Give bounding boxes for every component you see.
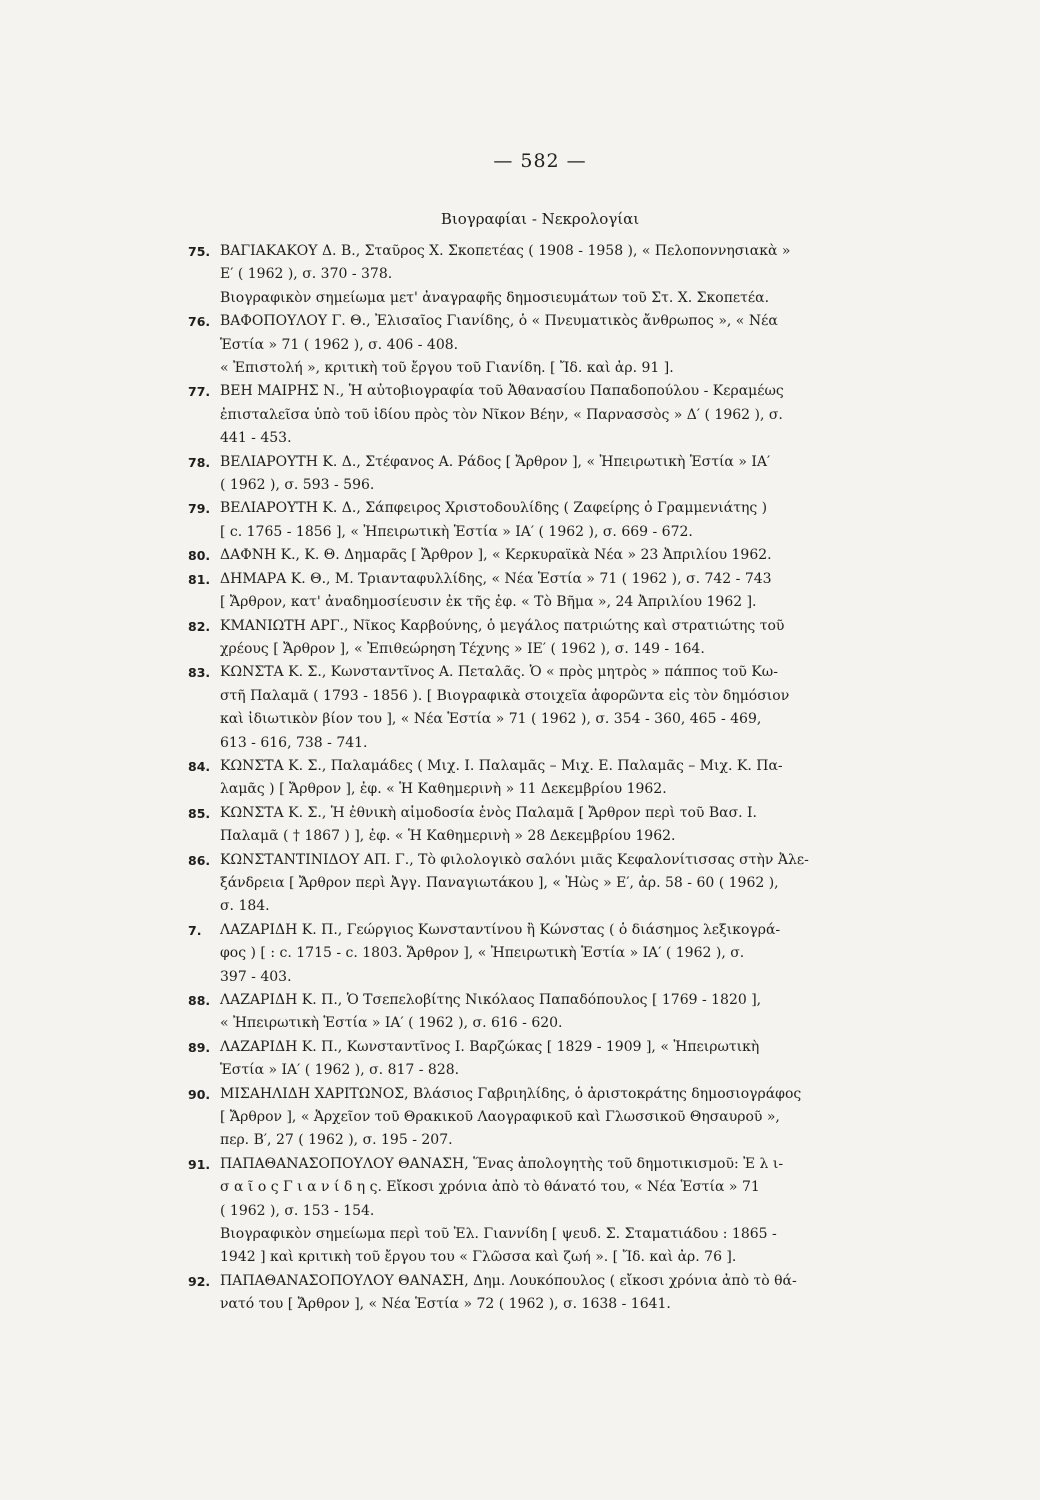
- entry-text-line: ΚΩΝΣΤΑ Κ. Σ., Ἡ ἐθνικὴ αἱμοδοσία ἑνὸς Παλαμᾶ [ Ἄρθρον περὶ τοῦ Βασ. Ι.: [220, 804, 758, 821]
- entry-number: 76.: [188, 314, 211, 330]
- entry-text-line: ΒΕΗ ΜΑΙΡΗΣ Ν., Ἡ αὐτοβιογραφία τοῦ Ἀθανασίου Παπαδοπούλου - Κεραμέως: [220, 383, 784, 400]
- entry-text-line: περ. Β′, 27 ( 1962 ), σ. 195 - 207.: [220, 1132, 453, 1149]
- bibliography-entry: [190, 380, 910, 450]
- entry-text-line: ΒΕΛΙΑΡΟΥΤΗ Κ. Δ., Στέφανος Α. Ράδος [ Ἄρθρον ], « Ἠπειρωτικὴ Ἑστία » ΙΑ′: [220, 453, 771, 470]
- bibliography-list: [190, 240, 910, 1317]
- bibliography-entry: [190, 1270, 910, 1317]
- entry-number: 84.: [188, 758, 211, 774]
- bibliography-entry: [190, 849, 910, 919]
- entry-text-line: ΔΗΜΑΡΑ Κ. Θ., Μ. Τριανταφυλλίδης, « Νέα Ἑστία » 71 ( 1962 ), σ. 742 - 743: [220, 570, 772, 587]
- entry-number: 83.: [188, 665, 211, 681]
- bibliography-entry: [190, 497, 910, 544]
- bibliography-entry: [190, 919, 910, 989]
- entry-text-line: ΜΙΣΑΗΛΙΔΗ ΧΑΡΙΤΩΝΟΣ, Βλάσιος Γαβριηλίδης, ὁ ἀριστοκράτης δημοσιογράφος: [220, 1085, 802, 1102]
- entry-text-line: [ Ἄρθρον, κατ' ἀναδημοσίευσιν ἐκ τῆς ἐφ. « Τὸ Βῆμα », 24 Ἀπριλίου 1962 ].: [220, 594, 757, 611]
- bibliography-entry: [190, 544, 910, 567]
- entry-number: 75.: [188, 244, 211, 259]
- bibliography-entry: [190, 310, 910, 380]
- entry-text-line: [ c. 1765 - 1856 ], « Ἠπειρωτικὴ Ἑστία » ΙΑ′ ( 1962 ), σ. 669 - 672.: [220, 523, 693, 540]
- bibliography-entry: [190, 802, 910, 849]
- entry-number: 86.: [188, 852, 211, 868]
- bibliography-entry: [190, 240, 910, 310]
- entry-number: 85.: [188, 805, 211, 821]
- bibliography-entry: [190, 451, 910, 498]
- entry-text-line: 397 - 403.: [220, 968, 292, 985]
- bibliography-entry: [190, 1083, 910, 1153]
- bibliography-entry: [190, 661, 910, 755]
- entry-text-line: φος ) [ : c. 1715 - c. 1803. Ἄρθρον ], « Ἠπειρωτικὴ Ἑστία » ΙΑ′ ( 1962 ), σ.: [220, 945, 745, 962]
- entry-text-line: ΒΕΛΙΑΡΟΥΤΗ Κ. Δ., Σάπφειρος Χριστοδουλίδης ( Ζαφείρης ὁ Γραμμενιάτης ): [220, 500, 768, 517]
- entry-text-line: ( 1962 ), σ. 593 - 596.: [220, 477, 375, 494]
- entry-text-line: ΔΑΦΝΗ Κ., Κ. Θ. Δημαρᾶς [ Ἄρθρον ], « Κερκυραϊκὰ Νέα » 23 Ἀπριλίου 1962.: [220, 547, 772, 564]
- entry-text-line: ΚΩΝΣΤΑ Κ. Σ., Κωνσταντῖνος Α. Πεταλᾶς. Ὁ « πρὸς μητρὸς » πάππος τοῦ Κω-: [220, 664, 778, 681]
- entry-text-line: ΠΑΠΑΘΑΝΑΣΟΠΟΥΛΟΥ ΘΑΝΑΣΗ, Δημ. Λουκόπουλος ( εἴκοσι χρόνια ἀπὸ τὸ θά-: [220, 1272, 797, 1289]
- entry-number: 90.: [188, 1086, 211, 1102]
- section-title: Βιογραφίαι - Νεκρολογίαι: [440, 210, 640, 228]
- entry-text-line: 1942 ] καὶ κριτικὴ τοῦ ἔργου του « Γλῶσσα καὶ ζωή ». [ Ἴδ. καὶ ἀρ. 76 ].: [220, 1249, 737, 1266]
- entry-number: 78.: [188, 454, 211, 470]
- bibliography-entry: [190, 568, 910, 615]
- page-number: — 582 —: [493, 150, 587, 172]
- entry-text-line: ΠΑΠΑΘΑΝΑΣΟΠΟΥΛΟΥ ΘΑΝΑΣΗ, Ἕνας ἀπολογητὴς τοῦ δημοτικισμοῦ: Ἐ λ ι-: [220, 1155, 784, 1172]
- entry-number: 88.: [188, 993, 211, 1008]
- entry-text-line: στῆ Παλαμᾶ ( 1793 - 1856 ). [ Βιογραφικὰ στοιχεῖα ἀφορῶντα εἰς τὸν δημόσιον: [220, 687, 790, 704]
- entry-number: 7.: [188, 922, 202, 938]
- entry-text-line: ΛΑΖΑΡΙΔΗ Κ. Π., Ὁ Τσεπελοβίτης Νικόλαος Παπαδόπουλος [ 1769 - 1820 ],: [220, 992, 762, 1008]
- entry-text-line: νατό του [ Ἄρθρον ], « Νέα Ἑστία » 72 ( 1962 ), σ. 1638 - 1641.: [220, 1296, 671, 1313]
- bibliography-entry: [190, 755, 910, 802]
- entry-text-line: Ἑστία » 71 ( 1962 ), σ. 406 - 408.: [220, 336, 459, 353]
- entry-text-line: ΚΩΝΣΤΑ Κ. Σ., Παλαμάδες ( Μιχ. Ι. Παλαμᾶς – Μιχ. Ε. Παλαμᾶς – Μιχ. Κ. Πα-: [220, 757, 783, 774]
- entry-text-line: Ἑστία » ΙΑ′ ( 1962 ), σ. 817 - 828.: [220, 1062, 460, 1079]
- bibliography-entry: [190, 989, 910, 1036]
- entry-number: 77.: [188, 384, 211, 400]
- entry-text-line: ΛΑΖΑΡΙΔΗ Κ. Π., Κωνσταντῖνος Ι. Βαρζώκας [ 1829 - 1909 ], « Ἠπειρωτικὴ: [220, 1038, 760, 1055]
- entry-text-line: [ Ἄρθρον ], « Ἀρχεῖον τοῦ Θρακικοῦ Λαογραφικοῦ καὶ Γλωσσικοῦ Θησαυροῦ »,: [220, 1109, 780, 1126]
- entry-number: 91.: [188, 1156, 211, 1172]
- entry-text-line: Ε′ ( 1962 ), σ. 370 - 378.: [220, 266, 393, 283]
- entry-text-line: Βιογραφικὸν σημείωμα μετ' ἀναγραφῆς δημοσιευμάτων τοῦ Στ. Χ. Σκοπετέα.: [220, 289, 770, 306]
- entry-text-line: ΒΑΦΟΠΟΥΛΟΥ Γ. Θ., Ἐλισαῖος Γιανίδης, ὁ « Πνευματικὸς ἄνθρωπος », « Νέα: [220, 313, 778, 330]
- entry-text-line: 441 - 453.: [220, 430, 292, 447]
- entry-text-line: ΚΩΝΣΤΑΝΤΙΝΙΔΟΥ ΑΠ. Γ., Τὸ φιλολογικὸ σαλόνι μιᾶς Κεφαλονίτισσας στὴν Ἀλε-: [220, 851, 809, 868]
- entry-text-line: ( 1962 ), σ. 153 - 154.: [220, 1202, 375, 1219]
- entry-text-line: ΒΑΓΙΑΚΑΚΟΥ Δ. Β., Σταῦρος Χ. Σκοπετέας ( 1908 - 1958 ), « Πελοποννησιακὰ »: [220, 243, 791, 259]
- entry-text-line: ξάνδρεια [ Ἄρθρον περὶ Ἀγγ. Παναγιωτάκου ], « Ἠὼς » Ε′, ἀρ. 58 - 60 ( 1962 ),: [220, 874, 779, 891]
- entry-number: 89.: [188, 1039, 211, 1055]
- entry-text-line: ἐπισταλεῖσα ὑπὸ τοῦ ἰδίου πρὸς τὸν Νῖκον Βέην, « Παρνασσὸς » Δ′ ( 1962 ), σ.: [220, 406, 783, 423]
- entry-number: 81.: [188, 571, 211, 587]
- entry-text-line: σ α ῖ ο ς Γ ι α ν ί δ η ς. Εἴκοσι χρόνια ἀπὸ τὸ θάνατό του, « Νέα Ἑστία » 71: [220, 1179, 760, 1196]
- entry-number: 82.: [188, 618, 211, 634]
- entry-text-line: « Ἐπιστολή », κριτικὴ τοῦ ἔργου τοῦ Γιανίδη. [ Ἴδ. καὶ ἀρ. 91 ].: [220, 360, 674, 377]
- entry-text-line: λαμᾶς ) [ Ἄρθρον ], ἐφ. « Ἡ Καθημερινὴ » 11 Δεκεμβρίου 1962.: [220, 781, 667, 798]
- entry-text-line: καὶ ἰδιωτικὸν βίον του ], « Νέα Ἑστία » 71 ( 1962 ), σ. 354 - 360, 465 - 469,: [220, 711, 762, 728]
- bibliography-entry: [190, 1036, 910, 1083]
- entry-text-line: Βιογραφικὸν σημείωμα περὶ τοῦ Ἐλ. Γιαννίδη [ ψευδ. Σ. Σταματιάδου : 1865 -: [220, 1226, 777, 1243]
- entry-text-line: « Ἠπειρωτικὴ Ἑστία » ΙΑ′ ( 1962 ), σ. 616 - 620.: [220, 1015, 563, 1032]
- entry-number: 79.: [188, 501, 211, 517]
- entry-text-line: σ. 184.: [220, 898, 270, 915]
- bibliography-entry: [190, 1153, 910, 1270]
- entry-text-line: Παλαμᾶ ( † 1867 ) ], ἐφ. « Ἡ Καθημερινὴ » 28 Δεκεμβρίου 1962.: [220, 828, 676, 845]
- entry-text-line: χρέους [ Ἄρθρον ], « Ἐπιθεώρηση Τέχνης » ΙΕ′ ( 1962 ), σ. 149 - 164.: [220, 640, 705, 657]
- entry-text-line: ΚΜΑΝΙΩΤΗ ΑΡΓ., Νῖκος Καρβούνης, ὁ μεγάλος πατριώτης καὶ στρατιώτης τοῦ: [220, 617, 785, 634]
- bibliography-entry: [190, 615, 910, 662]
- entry-text-line: 613 - 616, 738 - 741.: [220, 734, 368, 751]
- entry-number: 92.: [188, 1273, 211, 1289]
- entry-text-line: ΛΑΖΑΡΙΔΗ Κ. Π., Γεώργιος Κωνσταντίνου ἢ Κώνστας ( ὁ διάσημος λεξικογρά-: [220, 921, 781, 938]
- entry-number: 80.: [188, 548, 211, 564]
